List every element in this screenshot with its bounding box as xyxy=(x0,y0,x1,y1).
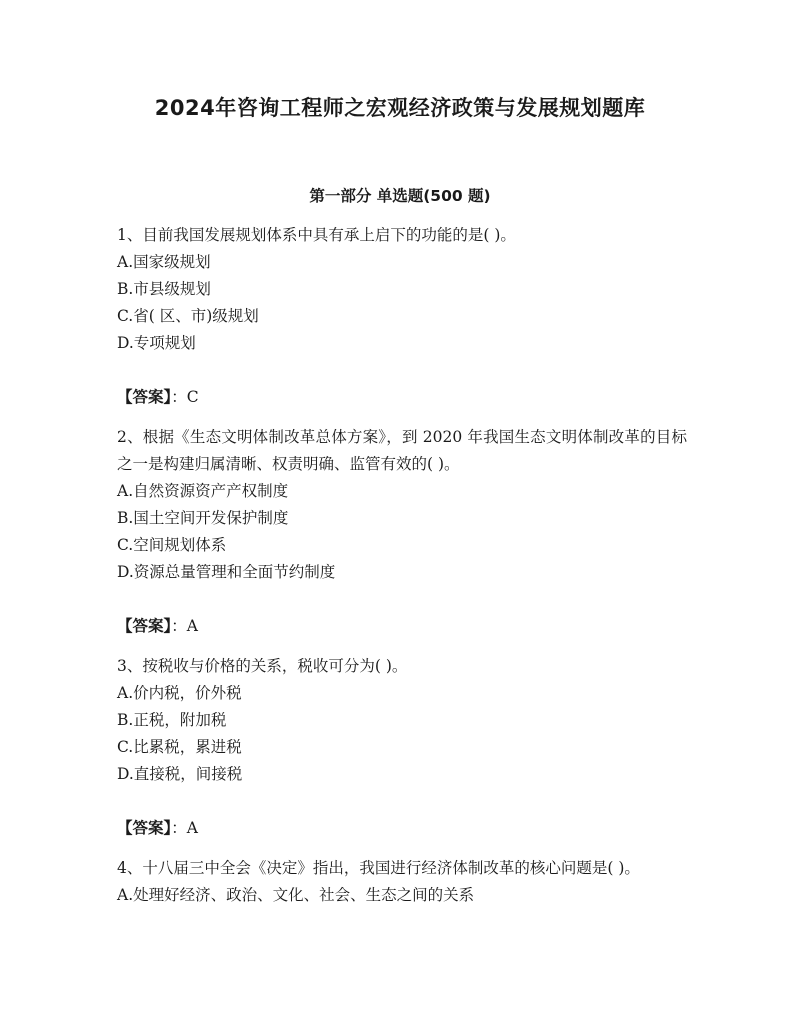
question-4 xyxy=(117,855,687,909)
question-stem: 4、十八届三中全会《决定》指出，我国进行经济体制改革的核心问题是( )。 xyxy=(117,859,640,877)
answer-label: 【答案】 xyxy=(117,388,172,406)
option-b: B.国土空间开发保护制度 xyxy=(117,509,289,527)
option-a: A.国家级规划 xyxy=(117,253,211,271)
section-heading: 第一部分 单选题(500 题) xyxy=(309,187,491,205)
answer-line xyxy=(117,384,687,411)
answer-separator: ： xyxy=(171,388,187,406)
question-stem: 1、目前我国发展规划体系中具有承上启下的功能的是( )。 xyxy=(117,226,516,244)
option-a: A.自然资源资产产权制度 xyxy=(117,482,289,500)
question-3 xyxy=(117,653,687,842)
answer-value: A xyxy=(186,617,198,635)
option-d: D.资源总量管理和全面节约制度 xyxy=(117,563,336,581)
answer-value: C xyxy=(186,388,199,406)
option-d: D.专项规划 xyxy=(117,334,196,352)
option-a: A.价内税，价外税 xyxy=(117,684,242,702)
option-a: A.处理好经济、政治、文化、社会、生态之间的关系 xyxy=(117,886,475,904)
answer-line xyxy=(117,613,687,640)
option-b: B.市县级规划 xyxy=(117,280,211,298)
option-c: C.省( 区、市)级规划 xyxy=(117,307,259,325)
option-c: C.比累税，累进税 xyxy=(117,738,242,756)
answer-line xyxy=(117,815,687,842)
option-c: C.空间规划体系 xyxy=(117,536,227,554)
question-list xyxy=(117,222,687,909)
question-stem: 3、按税收与价格的关系，税收可分为( )。 xyxy=(117,657,408,675)
answer-separator: ： xyxy=(171,819,187,837)
question-1 xyxy=(117,222,687,411)
answer-label: 【答案】 xyxy=(117,617,172,635)
page-title: 2024年咨询工程师之宏观经济政策与发展规划题库 xyxy=(154,96,646,120)
option-d: D.直接税，间接税 xyxy=(117,765,243,783)
question-stem: 2、根据《生态文明体制改革总体方案》，到 2020 年我国生态文明体制改革的目标之一是构建归属清晰、权责明确、监管有效的( )。 xyxy=(117,428,687,473)
answer-value: A xyxy=(186,819,198,837)
answer-label: 【答案】 xyxy=(117,819,172,837)
option-b: B.正税，附加税 xyxy=(117,711,227,729)
question-2 xyxy=(117,424,687,640)
answer-separator: ： xyxy=(171,617,187,635)
